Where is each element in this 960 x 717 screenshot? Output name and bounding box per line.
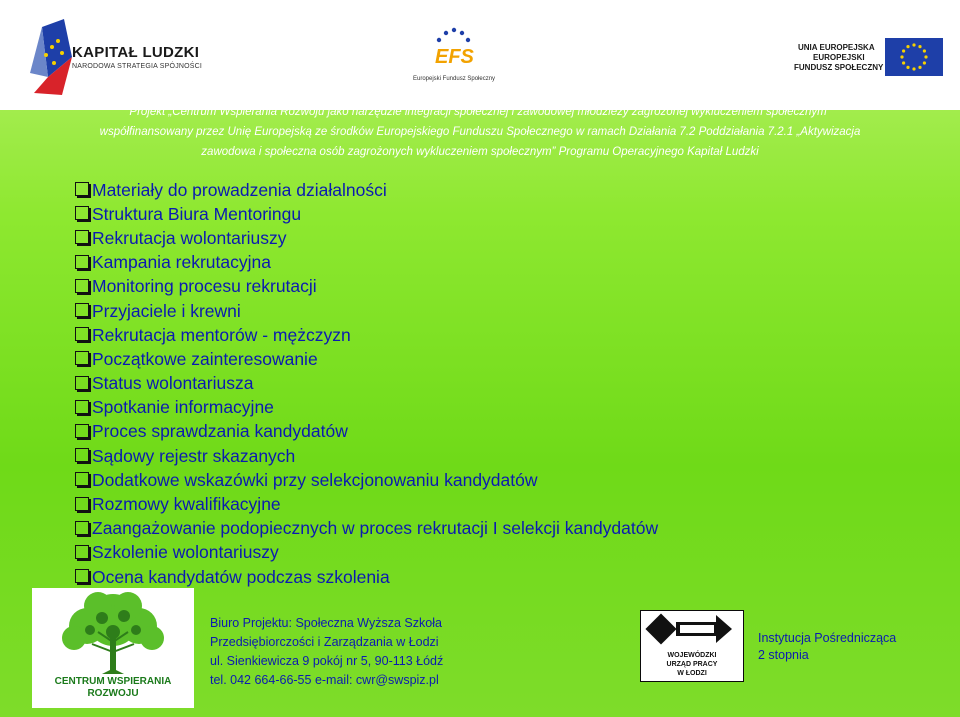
- list-item: [75, 226, 658, 250]
- checkbox-bullet-icon: [75, 569, 89, 583]
- efs-mark: EFS: [435, 46, 474, 68]
- list-item: [75, 178, 658, 202]
- list-item-label: Dodatkowe wskazówki przy selekcjonowaniu kandydatów: [92, 469, 538, 490]
- list-item-label: Rozmowy kwalifikacyjne: [92, 494, 281, 515]
- list-item-label: Szkolenie wolontariuszy: [92, 542, 279, 563]
- wup-logo: [640, 610, 744, 682]
- list-item: [75, 565, 658, 589]
- checkbox-bullet-icon: [75, 521, 89, 535]
- biuro-line-4: [210, 671, 443, 690]
- kapital-ludzki-logo: [0, 0, 215, 110]
- list-item-label: Sądowy rejestr skazanych: [92, 445, 296, 466]
- checkbox-bullet-icon: [75, 424, 89, 438]
- list-item-label: Spotkanie informacyjne: [92, 397, 274, 418]
- list-item: [75, 468, 658, 492]
- wup-arrow-icon: [640, 612, 744, 652]
- project-description: [40, 102, 920, 162]
- checkbox-bullet-icon: [75, 182, 89, 196]
- list-item: [75, 347, 658, 371]
- list-item-label: Rekrutacja wolontariuszy: [92, 227, 287, 248]
- phone-label: tel. 042 664-66-55 e-mail:: [210, 673, 356, 687]
- checkbox-bullet-icon: [75, 327, 89, 341]
- checkbox-bullet-icon: [75, 497, 89, 511]
- list-item: [75, 323, 658, 347]
- list-item: [75, 541, 658, 565]
- checkbox-bullet-icon: [75, 472, 89, 486]
- tree-logo-line-2: ROZWOJU: [87, 688, 139, 699]
- efs-logo: [405, 20, 503, 96]
- list-item-label: Ocena kandydatów podczas szkolenia: [92, 566, 390, 587]
- list-item-label: Proces sprawdzania kandydatów: [92, 421, 348, 442]
- list-item: [75, 396, 658, 420]
- project-line-3: zawodowa i społeczna osób zagrożonych wykluczeniem społecznym” Programu Operacyjnego Kapitał Ludzki: [201, 146, 759, 158]
- list-item: [75, 492, 658, 516]
- centrum-wspierania-rozwoju-logo: [32, 588, 194, 708]
- list-item-label: Struktura Biura Mentoringu: [92, 203, 302, 224]
- list-item-label: Status wolontariusza: [92, 373, 254, 394]
- email-link[interactable]: cwr@swspiz.pl: [355, 673, 439, 687]
- biuro-line-2: Przedsiębiorczości i Zarządzania w Łodzi: [210, 635, 439, 649]
- checkbox-bullet-icon: [75, 448, 89, 462]
- list-item: [75, 299, 658, 323]
- eu-line-3: FUNDUSZ SPOŁECZNY: [794, 63, 884, 72]
- institution-line-2: 2 stopnia: [758, 648, 809, 662]
- eu-line-1: UNIA EUROPEJSKA: [798, 43, 875, 52]
- list-item: [75, 275, 658, 299]
- project-line-1: Projekt „Centrum Wspierania Rozwoju jako narzędzie integracji społecznej i zawodowej młodzieży zagrożonej wykluczeniem społecznym”: [129, 106, 831, 118]
- wup-line-1: WOJEWÓDZKI: [667, 652, 717, 659]
- list-item-label: Rekrutacja mentorów - mężczyzn: [92, 324, 351, 345]
- list-item: [75, 517, 658, 541]
- list-item-label: Materiały do prowadzenia działalności: [92, 179, 387, 200]
- list-item-label: Kampania rekrutacyjna: [92, 252, 271, 273]
- checkbox-bullet-icon: [75, 303, 89, 317]
- institution-line-1: Instytucja Pośrednicząca: [758, 631, 897, 645]
- checkbox-bullet-icon: [75, 279, 89, 293]
- wup-line-2: URZĄD PRACY: [666, 661, 718, 668]
- kapital-ludzki-title: KAPITAŁ LUDZKI: [72, 44, 200, 61]
- list-item-label: Początkowe zainteresowanie: [92, 348, 318, 369]
- biuro-line-3: ul. Sienkiewicza 9 pokój nr 5, 90-113 Łódź: [210, 654, 444, 668]
- list-item-label: Przyjaciele i krewni: [92, 300, 241, 321]
- list-item: [75, 202, 658, 226]
- topics-list: [75, 178, 658, 589]
- project-line-2: współfinansowany przez Unię Europejską ze środków Europejskiego Funduszu Społecznego w ramach Działania 7.2 Poddziałania 7.2.1 „Aktywizacja: [99, 126, 861, 138]
- checkbox-bullet-icon: [75, 230, 89, 244]
- checkbox-bullet-icon: [75, 400, 89, 414]
- eu-line-2: EUROPEJSKI: [813, 53, 865, 62]
- kapital-ludzki-subtitle: NARODOWA STRATEGIA SPÓJNOŚCI: [72, 63, 203, 70]
- checkbox-bullet-icon: [75, 545, 89, 559]
- list-item-label: Monitoring procesu rekrutacji: [92, 276, 317, 297]
- list-item: [75, 372, 658, 396]
- list-item: [75, 420, 658, 444]
- checkbox-bullet-icon: [75, 351, 89, 365]
- list-item: [75, 444, 658, 468]
- biuro-line-1: Biuro Projektu: Społeczna Wyższa Szkoła: [210, 616, 442, 630]
- checkbox-bullet-icon: [75, 376, 89, 390]
- intermediate-institution: [758, 630, 896, 664]
- eu-flag-icon: [885, 38, 943, 76]
- checkbox-bullet-icon: [75, 255, 89, 269]
- wup-line-3: W ŁODZI: [677, 670, 707, 677]
- eu-logo: [780, 26, 960, 86]
- tree-icon: [32, 588, 194, 678]
- list-item: [75, 251, 658, 275]
- project-office-contact: [210, 614, 443, 690]
- tree-logo-line-1: CENTRUM WSPIERANIA: [54, 676, 172, 687]
- list-item-label: Zaangażowanie podopiecznych w proces rekrutacji I selekcji kandydatów: [92, 518, 659, 539]
- checkbox-bullet-icon: [75, 206, 89, 220]
- efs-subtitle: Europejski Fundusz Społeczny: [413, 76, 496, 82]
